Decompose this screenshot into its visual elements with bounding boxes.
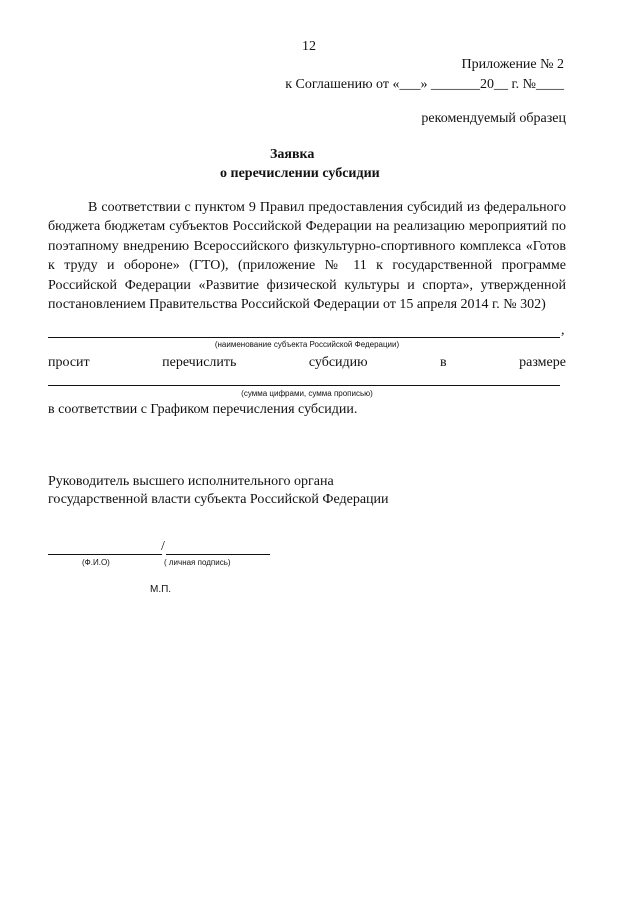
request-word: субсидию (308, 355, 368, 370)
request-word: в (440, 355, 447, 370)
subject-name-line (48, 337, 560, 338)
request-row (48, 354, 566, 372)
request-word: просит (48, 355, 90, 370)
appendix-label: Приложение № 2 (461, 57, 564, 72)
amount-caption: (сумма цифрами, сумма прописью) (241, 389, 373, 398)
name-caption: (Ф.И.О) (82, 558, 110, 567)
agreement-reference: к Соглашению от «___» _______20__ г. №____ (285, 77, 564, 92)
signatory-position-line1: Руководитель высшего исполнительного органа (48, 474, 334, 489)
request-word: размере (519, 355, 566, 370)
name-signature-line-right (166, 554, 270, 555)
name-signature-slash: / (161, 539, 165, 554)
page-number: 12 (302, 39, 316, 54)
schedule-line: в соответствии с Графиком перечисления субсидии. (48, 402, 358, 417)
document-title: Заявка (270, 147, 315, 162)
stamp-place: М.П. (150, 584, 172, 595)
subject-line-comma: , (561, 323, 565, 338)
request-word: перечислить (162, 355, 237, 370)
subject-caption: (наименование субъекта Российской Федерации) (214, 340, 400, 349)
sample-note: рекомендуемый образец (421, 111, 566, 126)
document-subtitle: о перечислении субсидии (220, 166, 380, 181)
amount-line (48, 385, 560, 386)
body-paragraph: В соответствии с пунктом 9 Правил предоставления субсидий из федерального бюджета бюджетам субъектов Российской Федерации на реализацию мероприятий по поэтапному внедрению Всероссийского физкультурно-спортивного комплекса «Готов к труду и обороне» (ГТО), (приложение № 11 к государственной программе Российской Федерации «Развитие физической культуры и спорта», утвержденной постановлением Правительства Российской Федерации от 15 апреля 2014 г. № 302) (48, 200, 566, 313)
signatory-position-line2: государственной власти субъекта Российской Федерации (48, 492, 389, 507)
name-signature-line-left (48, 554, 162, 555)
signature-caption: ( личная подпись) (164, 558, 231, 567)
